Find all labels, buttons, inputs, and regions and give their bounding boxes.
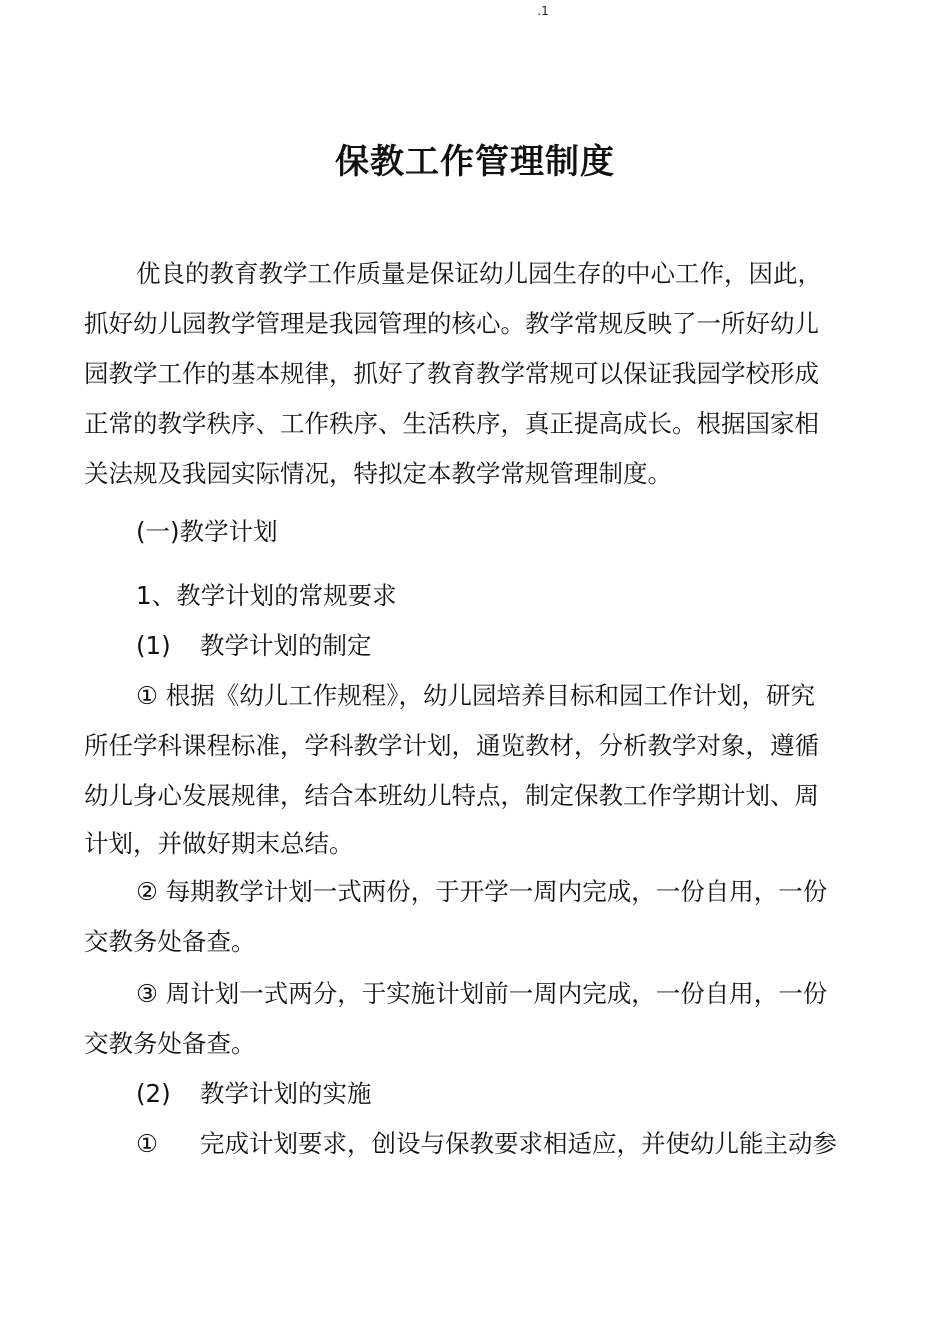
text-line: 所任学科课程标准，学科教学计划，通览教材，分析教学对象，遵循 (84, 731, 819, 760)
text-line: 园教学工作的基本规律，抓好了教育教学常规可以保证我园学校形成 (84, 359, 819, 388)
subsection-heading: 1、教学计划的常规要求 (136, 581, 397, 610)
line-text: 完成计划要求，创设与保教要求相适应，并使幼儿能主动参 (200, 1129, 837, 1158)
item-heading (136, 628, 926, 664)
section-heading: (一)教学计划 (136, 517, 278, 546)
text-line: 交教务处备查。 (84, 927, 256, 956)
text-line: 计划，并做好期末总结。 (84, 829, 354, 858)
text-line: ① 根据《幼儿工作规程》，幼儿园培养目标和园工作计划，研究 (136, 681, 815, 710)
text-line: 关法规及我园实际情况，特拟定本教学常规管理制度。 (84, 459, 672, 488)
text-line: 幼儿身心发展规律，结合本班幼儿特点，制定保教工作学期计划、周 (84, 781, 819, 810)
text-line: 正常的教学秩序、工作秩序、生活秩序，真正提高成长。根据国家相 (84, 409, 819, 438)
text-line: 优良的教育教学工作质量是保证幼儿园生存的中心工作，因此， (136, 259, 822, 288)
text-line: ③ 周计划一式两分，于实施计划前一周内完成，一份自用，一份 (136, 979, 828, 1008)
text-line: 交教务处备查。 (84, 1029, 256, 1058)
text-line: 抓好幼儿园教学管理是我园管理的核心。教学常规反映了一所好幼儿 (84, 309, 819, 338)
circled-number: ① (136, 1129, 158, 1158)
item-title: 教学计划的制定 (200, 631, 372, 660)
document-title: 保教工作管理制度 (335, 142, 615, 182)
page-number: .1 (537, 4, 549, 18)
text-line: ② 每期教学计划一式两份，于开学一周内完成，一份自用，一份 (136, 877, 828, 906)
item-number: (1) (136, 631, 171, 660)
item-number: (2) (136, 1079, 171, 1108)
item-title: 教学计划的实施 (200, 1079, 372, 1108)
text-line (136, 1126, 926, 1162)
item-heading (136, 1076, 926, 1112)
